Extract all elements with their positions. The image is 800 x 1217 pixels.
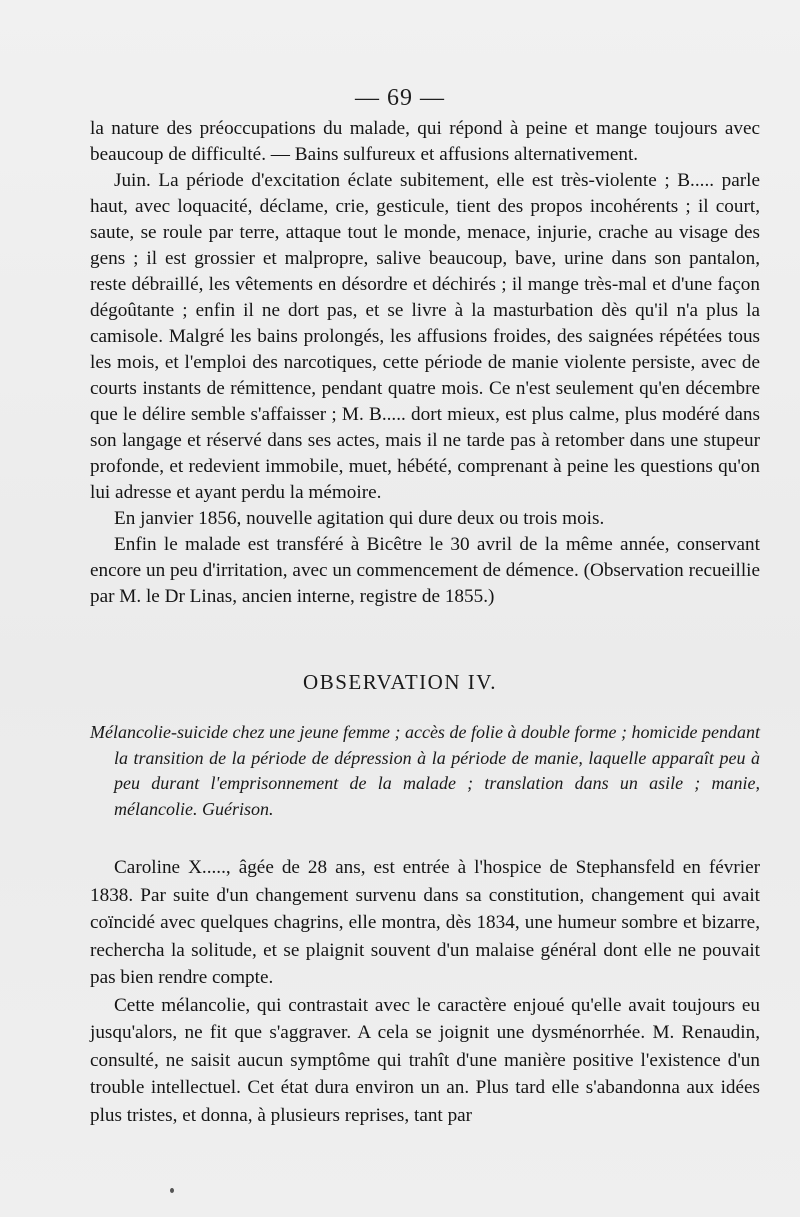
paragraph: Caroline X....., âgée de 28 ans, est entrée à l'hospice de Stephansfeld en février 1838. Par suite d'un changement survenu dans sa constitution, changement qui avait coïncidé avec quelques chagrins, elle montra, dès 1834, une humeur sombre et bizarre, rechercha la solitude, et se plaignit souvent d'un malaise général dont elle ne pouvait pas bien rendre compte.: [90, 857, 760, 988]
page-number: — 69 —: [355, 85, 445, 111]
paragraph: Cette mélancolie, qui contrastait avec le caractère enjoué qu'elle avait toujours eu jusqu'alors, ne fit que s'aggraver. A cela se joignit une dysménorrhée. M. Renaudin, consulté, ne saisit aucun symptôme qui trahît d'une manière positive l'existence d'un trouble intellectuel. Cet état dura environ un an. Plus tard elle s'abandonna aux idées plus tristes, et donna, à plusieurs reprises, tant par: [90, 994, 760, 1126]
paragraph: Juin. La période d'excitation éclate subitement, elle est très-violente ; B..... parle haut, avec loquacité, déclame, crie, gesticule, tient des propos incohérents ; il court, saute, se roule par terre, attaque tout le monde, menace, injurie, crache au visage des gens ; il est grossier et malpropre, salive beaucoup, bave, urine dans son pantalon, reste débraillé, les vêtements en désordre et déchirés ; il mange très-mal et d'une façon dégoûtante ; enfin il ne dort pas, et se livre à la masturbation dès qu'il n'a plus la camisole. Malgré les bains prolongés, les affusions froides, des saignées répétées tous les mois, et l'emploi des narcotiques, cette période de manie violente persiste, avec de courts instants de rémittence, pendant quatre mois. Ce n'est seulement qu'en décembre que le délire semble s'affaisser ; M. B..... dort mieux, est plus calme, plus modéré dans son langage et réservé dans ses actes, mais il ne tarde pas à retomber dans une stupeur profonde, et redevient immobile, muet, hébété, comprenant à peine les questions qu'on lui adresse et ayant perdu la mémoire.: [90, 170, 760, 503]
paragraph: Enfin le malade est transféré à Bicêtre le 30 avril de la même année, conservant encore un peu d'irritation, avec un commencement de démence. (Observation recueillie par M. le Dr Linas, ancien interne, registre de 1855.): [90, 534, 760, 607]
observation-body-text: [90, 854, 760, 1129]
case-continuation-text: [90, 116, 760, 610]
observation-heading: OBSERVATION IV.: [303, 670, 497, 694]
ink-speck: [170, 1188, 174, 1193]
paragraph: En janvier 1856, nouvelle agitation qui dure deux ou trois mois.: [114, 508, 605, 529]
paragraph: la nature des préoccupations du malade, qui répond à peine et mange toujours avec beaucoup de difficulté. — Bains sulfureux et affusions alternativement.: [90, 118, 760, 165]
observation-summary: Mélancolie-suicide chez une jeune femme ; accès de folie à double forme ; homicide pendant la transition de la période de dépression à la période de manie, laquelle apparaît peu à peu durant l'emprisonnement de la malade ; translation dans un asile ; manie, mélancolie. Guérison.: [90, 722, 760, 819]
